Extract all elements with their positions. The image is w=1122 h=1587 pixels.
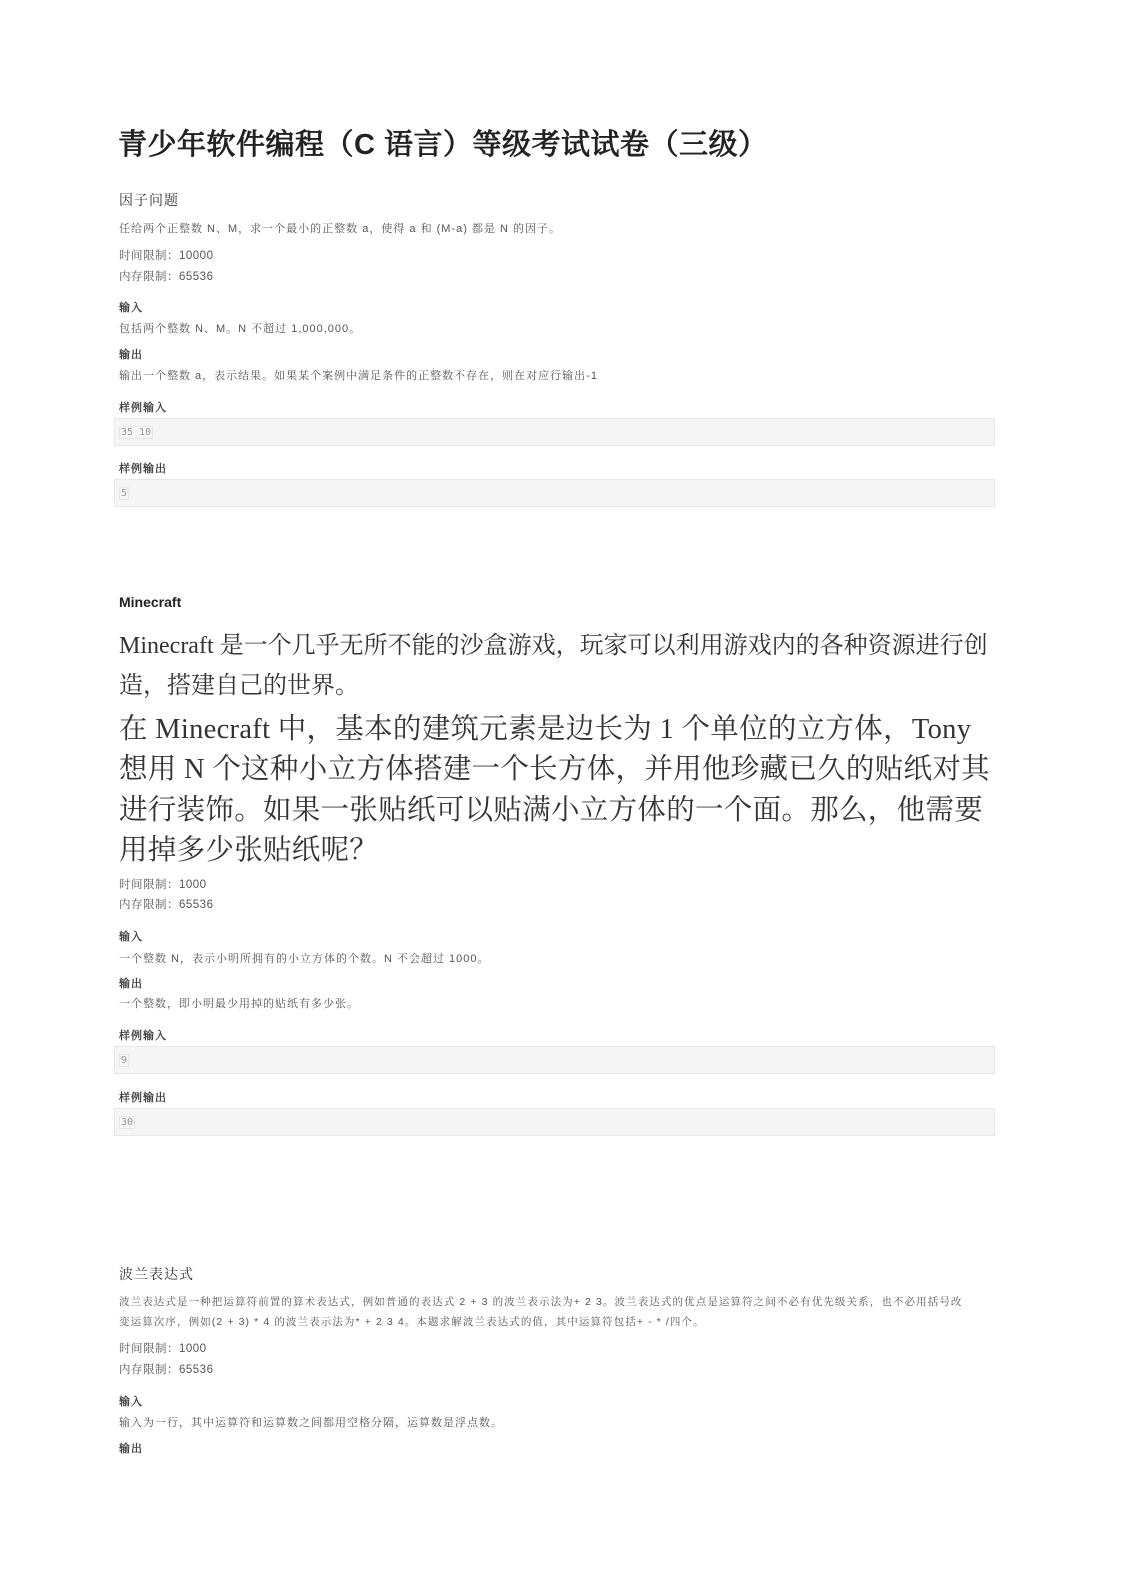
page-title: 青少年软件编程（C 语言）等级考试试卷（三级） — [118, 129, 768, 161]
problem-1-sample-output: 5 — [121, 488, 128, 499]
problem-2-statement-line-3: 进行装饰。如果一张贴纸可以贴满小立方体的一个面。那么，他需要 — [119, 795, 984, 826]
problem-1-input-description: 包括两个整数 N、M。N 不超过 1,000,000。 — [119, 323, 362, 335]
problem-2-sample-output-box — [114, 1108, 995, 1136]
problem-3-heading: 波兰表达式 — [119, 1266, 194, 1282]
problem-1-sample-output-label: 样例输出 — [119, 463, 167, 475]
problem-3-input-description: 输入为一行，其中运算符和运算数之间都用空格分隔，运算数是浮点数。 — [119, 1417, 503, 1429]
problem-2-memory-limit: 内存限制：65536 — [119, 899, 214, 911]
problem-2-statement-line-2: 想用 N 个这种小立方体搭建一个长方体，并用他珍藏已久的贴纸对其 — [119, 754, 990, 785]
problem-1-sample-input-label: 样例输入 — [119, 402, 167, 414]
problem-3-description-line-1: 波兰表达式是一种把运算符前置的算术表达式，例如普通的表达式 2 + 3 的波兰表示法为+ 2 3。波兰表达式的优点是运算符之间不必有优先级关系，也不必用括号改 — [119, 1296, 963, 1308]
problem-3-input-label: 输入 — [119, 1396, 143, 1408]
problem-1-output-description: 输出一个整数 a，表示结果。如果某个案例中满足条件的正整数不存在，则在对应行输出-1 — [119, 370, 598, 382]
problem-2-input-description: 一个整数 N，表示小明所拥有的小立方体的个数。N 不会超过 1000。 — [119, 953, 490, 965]
problem-1-sample-input: 35 10 — [121, 427, 152, 438]
problem-2-heading: Minecraft — [119, 594, 182, 610]
problem-3-memory-limit: 内存限制：65536 — [119, 1364, 214, 1376]
problem-2-sample-input: 9 — [121, 1055, 128, 1066]
problem-3-description-line-2: 变运算次序，例如(2 + 3) * 4 的波兰表示法为* + 2 3 4。本题求解波兰表达式的值，其中运算符包括+ - * /四个。 — [119, 1316, 705, 1328]
problem-2-statement-line-4: 用掉多少张贴纸呢？ — [119, 835, 379, 866]
problem-2-output-description: 一个整数，即小明最少用掉的贴纸有多少张。 — [119, 998, 359, 1010]
problem-2-time-limit: 时间限制：1000 — [119, 879, 207, 891]
problem-2-sample-output: 30 — [121, 1117, 134, 1128]
problem-2-description-line-2: 造，搭建自己的世界。 — [119, 673, 359, 699]
problem-2-sample-output-label: 样例输出 — [119, 1092, 167, 1104]
problem-3-time-limit: 时间限制：1000 — [119, 1343, 207, 1355]
problem-1-memory-limit: 内存限制：65536 — [119, 271, 214, 283]
problem-2-description-line-1: Minecraft 是一个几乎无所不能的沙盒游戏，玩家可以利用游戏内的各种资源进行创 — [119, 633, 988, 659]
problem-2-statement-line-1: 在 Minecraft 中，基本的建筑元素是边长为 1 个单位的立方体，Tony — [119, 714, 972, 745]
problem-1-heading: 因子问题 — [119, 192, 179, 208]
problem-2-sample-input-box — [114, 1046, 995, 1074]
problem-2-sample-input-label: 样例输入 — [119, 1030, 167, 1042]
problem-1-sample-input-box — [114, 418, 995, 446]
problem-1-sample-output-box — [114, 479, 995, 507]
problem-2-input-label: 输入 — [119, 931, 143, 943]
problem-1-description: 任给两个正整数 N、M，求一个最小的正整数 a，使得 a 和 (M-a) 都是 N 的因子。 — [119, 223, 562, 235]
problem-3-output-label: 输出 — [119, 1443, 143, 1455]
problem-1-time-limit: 时间限制：10000 — [119, 250, 214, 262]
problem-1-input-label: 输入 — [119, 302, 143, 314]
problem-2-output-label: 输出 — [119, 978, 143, 990]
problem-1-output-label: 输出 — [119, 349, 143, 361]
